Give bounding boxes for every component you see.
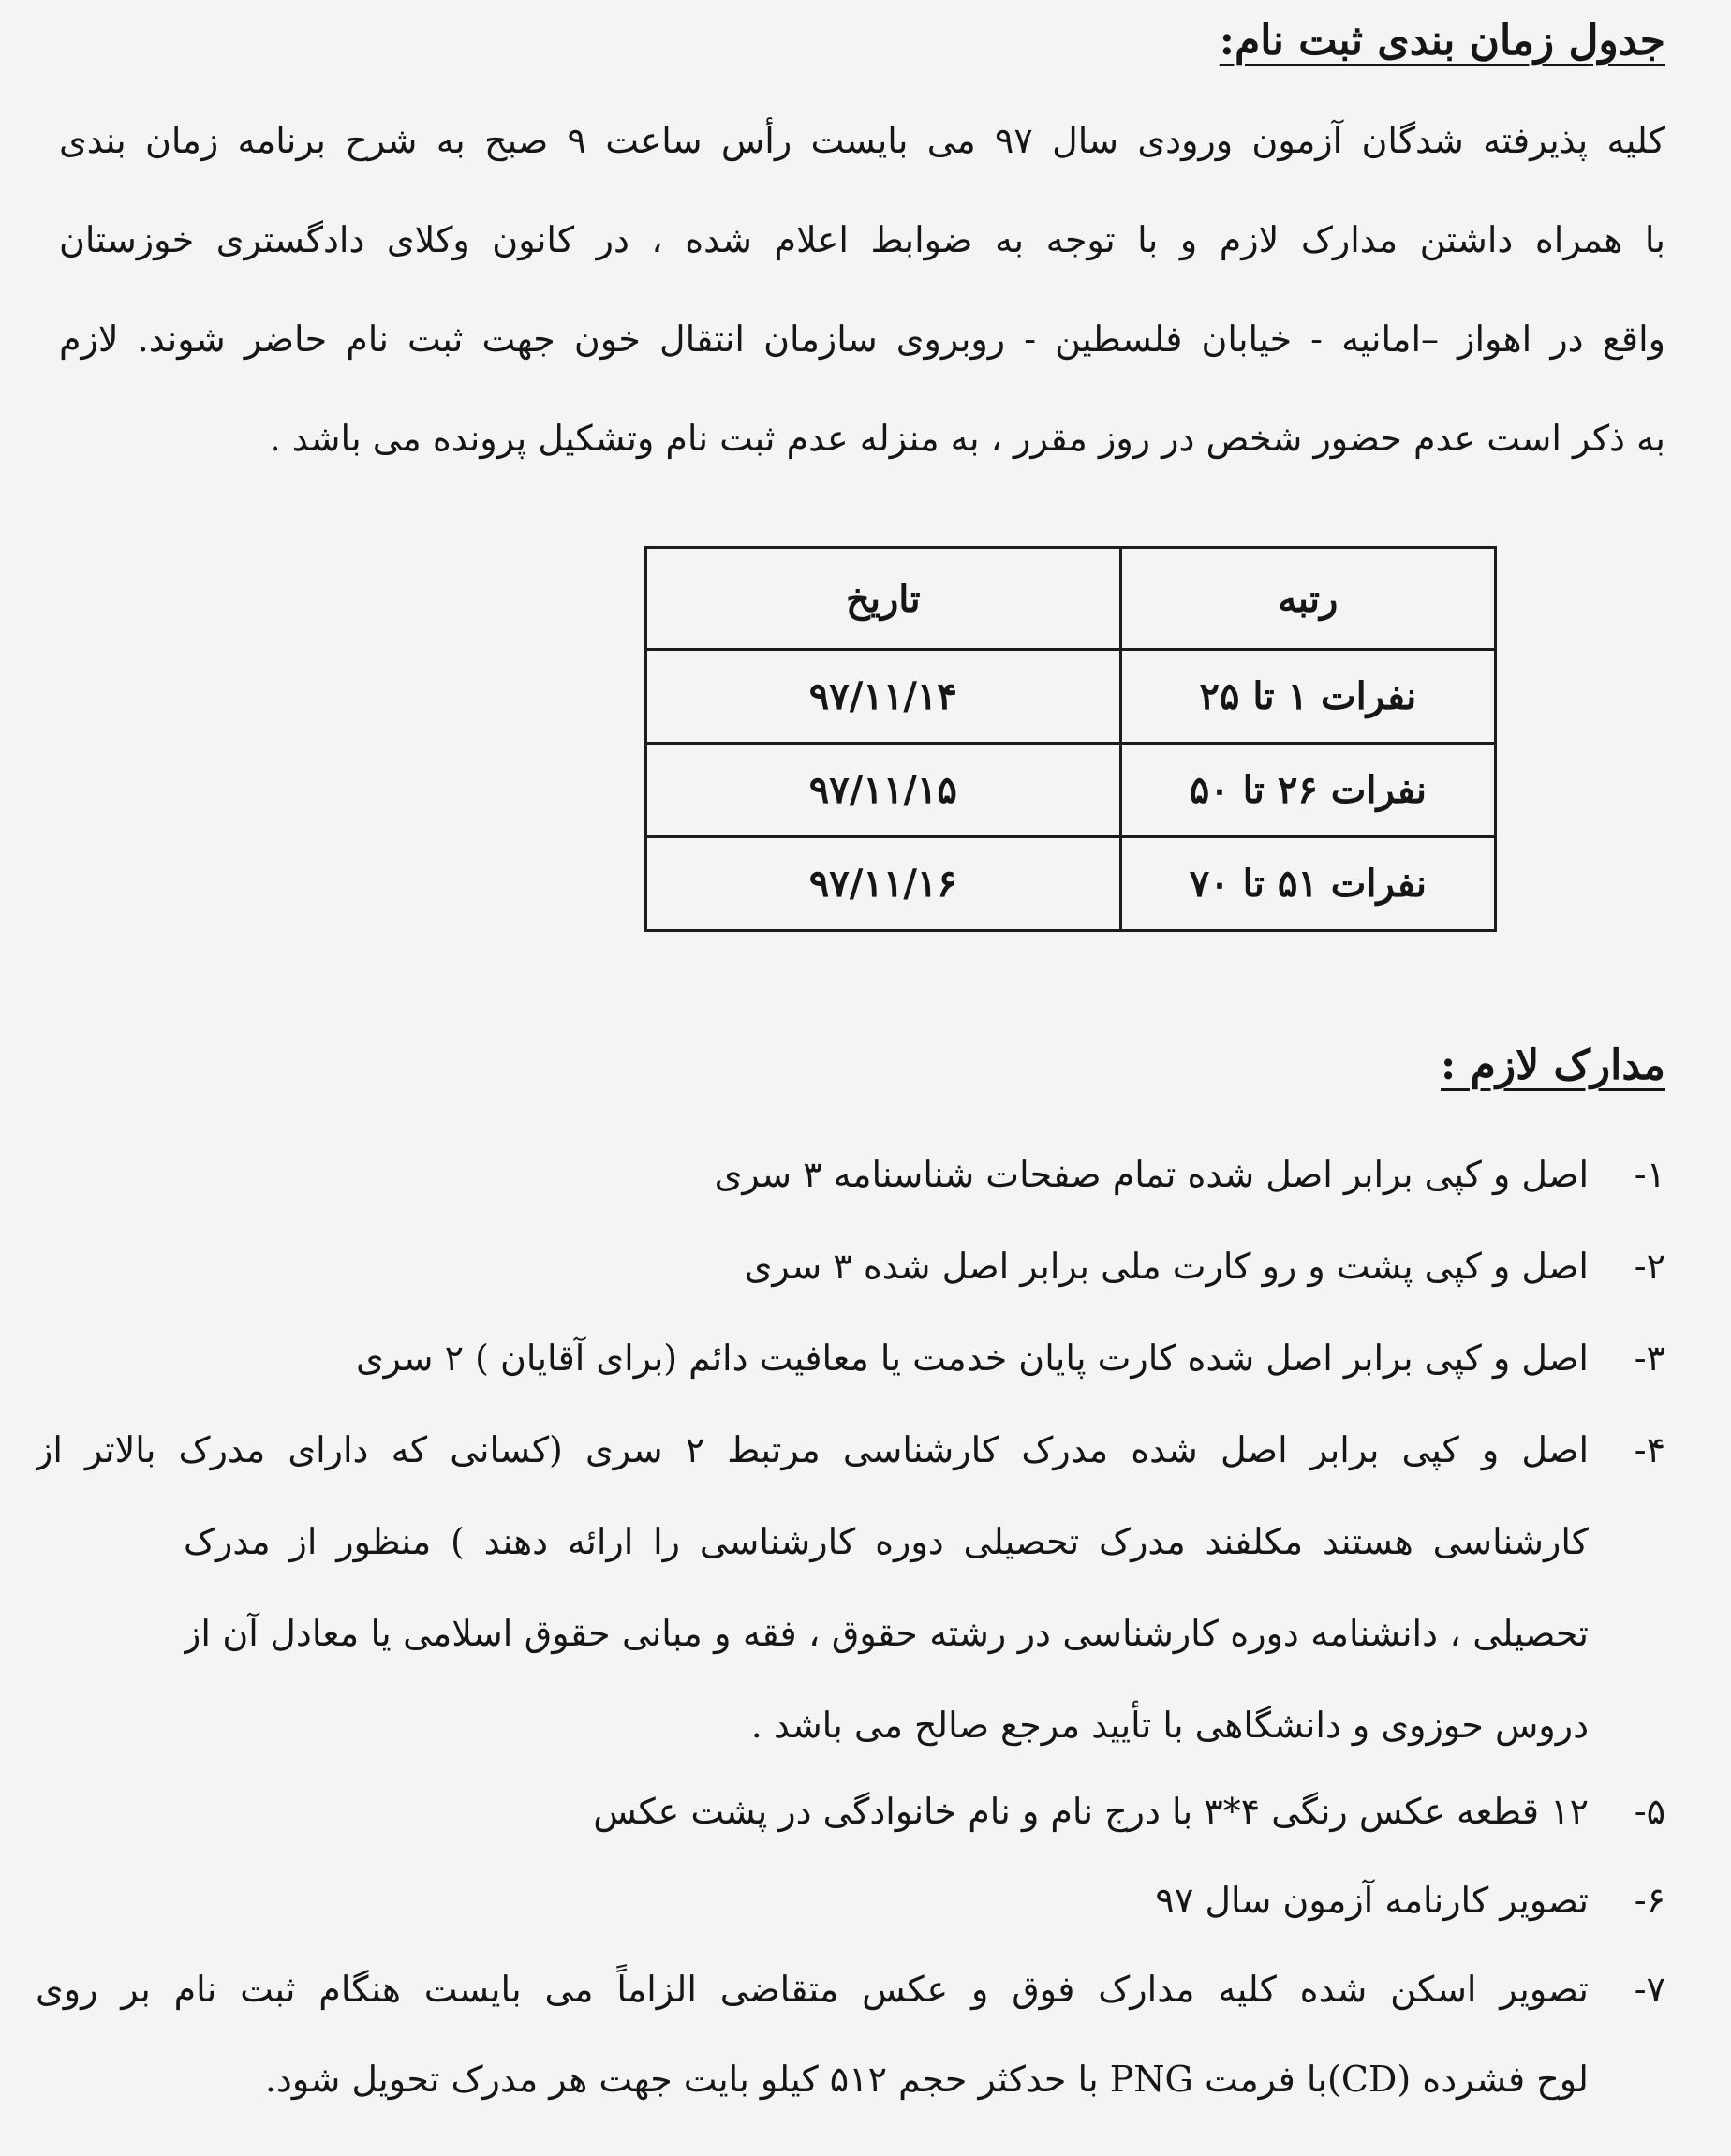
item-text: اصل و کپی پشت و رو کارت ملی برابر اصل شده ۳ سری (744, 1246, 1589, 1287)
table-row (646, 650, 1496, 744)
item-text: ۱۲ قطعه عکس رنگی ۴*۳ با درج نام و نام خانوادگی در پشت عکس (593, 1791, 1589, 1832)
rank-cell: نفرات ۵۱ تا ۷۰ (1120, 837, 1495, 931)
date-cell: ۹۷/۱۱/۱۶ (646, 837, 1121, 931)
schedule-table (644, 546, 1497, 932)
header-rank: رتبه (1120, 548, 1495, 650)
item-number: ۴- (1634, 1429, 1665, 1470)
intro-line: کلیه پذیرفته شدگان آزمون ورودی سال ۹۷ می بایست رأس ساعت ۹ صبح به شرح برنامه زمان بندی (59, 120, 1665, 161)
header-date: تاریخ (646, 548, 1121, 650)
item-text: تحصیلی ، دانشنامه دوره کارشناسی در رشته حقوق ، فقه و مبانی حقوق اسلامی یا معادل آن از (184, 1613, 1589, 1654)
intro-line: با همراه داشتن مدارک لازم و با توجه به ضوابط اعلام شده ، در کانون وکلای دادگستری خوزستان (59, 219, 1665, 260)
rank-cell: نفرات ۲۶ تا ۵۰ (1120, 744, 1495, 837)
item-number: ۲- (1634, 1246, 1665, 1287)
item-number: ۱- (1634, 1154, 1665, 1195)
item-number: ۵- (1634, 1791, 1665, 1832)
item-text: کارشناسی هستند مکلفند مدرک تحصیلی دوره کارشناسی را ارائه دهند ) منظور از مدرک (184, 1521, 1589, 1562)
item-text: تصویر کارنامه آزمون سال ۹۷ (1155, 1880, 1589, 1921)
item-text: دروس حوزوی و دانشگاهی با تأیید مرجع صالح می باشد . (750, 1705, 1589, 1746)
date-cell: ۹۷/۱۱/۱۵ (646, 744, 1121, 837)
table-row (646, 744, 1496, 837)
date-cell: ۹۷/۱۱/۱۴ (646, 650, 1121, 744)
intro-line: به ذکر است عدم حضور شخص در روز مقرر ، به منزله عدم ثبت نام وتشکیل پرونده می باشد . (269, 418, 1665, 459)
item-number: ۳- (1634, 1337, 1665, 1379)
item-text: اصل و کپی برابر اصل شده کارت پایان خدمت یا معافیت دائم (برای آقایان ) ۲ سری (355, 1337, 1589, 1379)
item-number: ۷- (1634, 1969, 1665, 2010)
documents-heading: مدارک لازم : (1441, 1041, 1665, 1089)
intro-line: واقع در اهواز –امانیه - خیابان فلسطین - روبروی سازمان انتقال خون جهت ثبت نام حاضر شوند. لازم (59, 318, 1665, 360)
item-text: لوح فشرده (CD)با فرمت PNG با حدکثر حجم ۵۱۲ کیلو بایت جهت هر مدرک تحویل شود. (264, 2059, 1589, 2100)
table-header-row (646, 548, 1496, 650)
item-number: ۶- (1634, 1880, 1665, 1921)
table-row (646, 837, 1496, 931)
item-text: اصل و کپی برابر اصل شده تمام صفحات شناسنامه ۳ سری (714, 1154, 1589, 1195)
rank-cell: نفرات ۱ تا ۲۵ (1120, 650, 1495, 744)
item-text: تصویر اسکن شده کلیه مدارک فوق و عکس متقاضی الزاماً می بایست هنگام ثبت نام بر روی (36, 1969, 1589, 2010)
schedule-heading: جدول زمان بندی ثبت نام: (1219, 17, 1665, 65)
item-text: اصل و کپی برابر اصل شده مدرک کارشناسی مرتبط ۲ سری (کسانی که دارای مدرک بالاتر از (36, 1429, 1589, 1470)
